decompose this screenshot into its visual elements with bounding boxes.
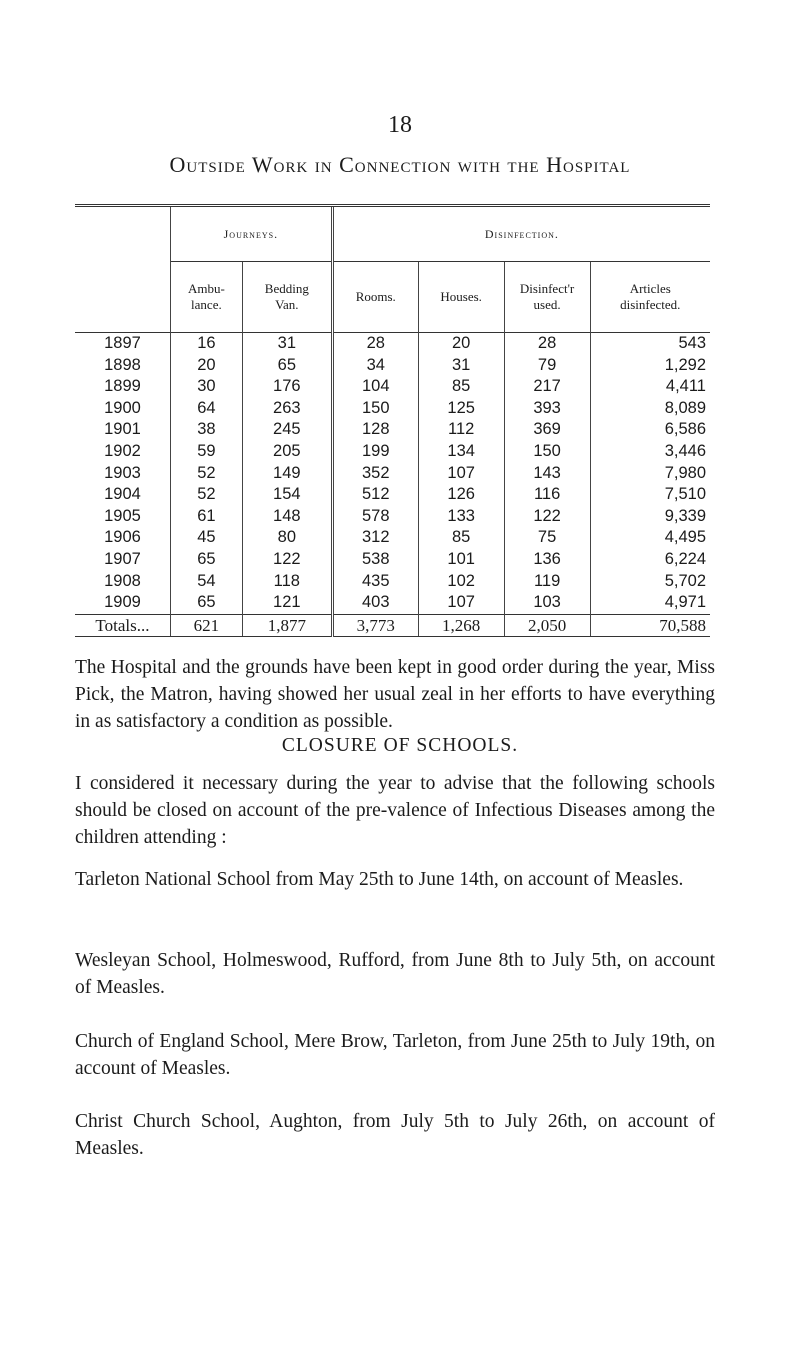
- table-row: [75, 419, 710, 441]
- houses-total: 1,268: [418, 614, 504, 637]
- rooms-cell: 352: [332, 463, 418, 485]
- articles-cell: 8,089: [590, 398, 710, 420]
- disinfectant-cell: 217: [504, 376, 590, 398]
- houses-cell: 85: [418, 376, 504, 398]
- school-entry: [75, 1108, 715, 1162]
- bedding-van-cell: 65: [242, 355, 332, 377]
- articles-cell: 4,411: [590, 376, 710, 398]
- table-row: [75, 592, 710, 614]
- bedding-van-total: 1,877: [242, 614, 332, 637]
- school-entry-text: Church of England School, Mere Brow, Tarleton, from June 25th to July 19th, on account of Measles.: [75, 1031, 715, 1079]
- rooms-cell: 28: [332, 333, 418, 355]
- articles-cell: 9,339: [590, 506, 710, 528]
- totals-label: Totals...: [75, 614, 170, 637]
- houses-cell: 133: [418, 506, 504, 528]
- year-cell: 1902: [104, 441, 141, 460]
- year-cell: 1909: [104, 593, 141, 612]
- articles-cell: 6,224: [590, 549, 710, 571]
- articles-cell: 4,971: [590, 592, 710, 614]
- disinfectant-header: Disinfect'r used.: [504, 262, 590, 333]
- year-header: [75, 262, 170, 333]
- houses-cell: 20: [418, 333, 504, 355]
- bedding-van-cell: 205: [242, 441, 332, 463]
- bedding-van-cell: 80: [242, 527, 332, 549]
- disinfectant-cell: 28: [504, 333, 590, 355]
- ambulance-cell: 16: [170, 333, 242, 355]
- houses-header: Houses.: [418, 262, 504, 333]
- rooms-cell: 150: [332, 398, 418, 420]
- bedding-van-cell: 245: [242, 419, 332, 441]
- totals-row: [75, 614, 710, 637]
- bedding-van-cell: 149: [242, 463, 332, 485]
- table-row: [75, 463, 710, 485]
- bedding-van-cell: 154: [242, 484, 332, 506]
- articles-cell: 4,495: [590, 527, 710, 549]
- rooms-total: 3,773: [332, 614, 418, 637]
- page-number: 18: [388, 112, 412, 138]
- articles-cell: 6,586: [590, 419, 710, 441]
- disinfectant-cell: 119: [504, 571, 590, 593]
- houses-cell: 107: [418, 463, 504, 485]
- disinfectant-cell: 75: [504, 527, 590, 549]
- ambulance-cell: 30: [170, 376, 242, 398]
- ambulance-cell: 64: [170, 398, 242, 420]
- bedding-van-cell: 122: [242, 549, 332, 571]
- corner-cell: [75, 206, 170, 262]
- year-cell: 1908: [104, 571, 141, 590]
- table-row: [75, 333, 710, 355]
- school-entry: [75, 866, 715, 893]
- rooms-cell: 199: [332, 441, 418, 463]
- ambulance-header: Ambu- lance.: [170, 262, 242, 333]
- ambulance-cell: 52: [170, 484, 242, 506]
- articles-header: Articles disinfected.: [590, 262, 710, 333]
- rooms-cell: 34: [332, 355, 418, 377]
- rooms-cell: 403: [332, 592, 418, 614]
- disinfection-group-header: Disinfection.: [332, 206, 710, 262]
- year-cell: 1903: [104, 463, 141, 482]
- ambulance-cell: 45: [170, 527, 242, 549]
- table-row: [75, 398, 710, 420]
- ambulance-cell: 20: [170, 355, 242, 377]
- houses-cell: 125: [418, 398, 504, 420]
- bedding-van-cell: 263: [242, 398, 332, 420]
- table-row: [75, 441, 710, 463]
- ambulance-cell: 61: [170, 506, 242, 528]
- houses-cell: 31: [418, 355, 504, 377]
- articles-cell: 5,702: [590, 571, 710, 593]
- disinfectant-cell: 136: [504, 549, 590, 571]
- disinfectant-cell: 116: [504, 484, 590, 506]
- ambulance-cell: 38: [170, 419, 242, 441]
- year-cell: 1907: [104, 549, 141, 568]
- schools-intro-text: I considered it necessary during the year to advise that the following schools should be closed on account of the pre-valence of Infectious Diseases among the children attending :: [75, 773, 715, 848]
- houses-cell: 85: [418, 527, 504, 549]
- houses-cell: 107: [418, 592, 504, 614]
- rooms-cell: 312: [332, 527, 418, 549]
- disinfectant-cell: 122: [504, 506, 590, 528]
- year-cell: 1906: [104, 528, 141, 547]
- articles-cell: 543: [590, 333, 710, 355]
- articles-total: 70,588: [590, 614, 710, 637]
- bedding-van-cell: 31: [242, 333, 332, 355]
- rooms-cell: 512: [332, 484, 418, 506]
- bedding-van-cell: 118: [242, 571, 332, 593]
- year-cell: 1897: [75, 333, 170, 355]
- table-body: [75, 333, 710, 637]
- disinfectant-cell: 150: [504, 441, 590, 463]
- ambulance-cell: 52: [170, 463, 242, 485]
- table-row: [75, 549, 710, 571]
- year-cell: 1898: [104, 355, 141, 374]
- journeys-group-header: Journeys.: [170, 206, 332, 262]
- table-row: [75, 484, 710, 506]
- articles-cell: 3,446: [590, 441, 710, 463]
- table-row: [75, 355, 710, 377]
- houses-cell: 134: [418, 441, 504, 463]
- page-title-text: Outside Work in Connection with the Hospital: [169, 152, 631, 177]
- year-cell: 1899: [104, 377, 141, 396]
- rooms-cell: 538: [332, 549, 418, 571]
- outside-work-table: [75, 204, 710, 637]
- ambulance-cell: 59: [170, 441, 242, 463]
- articles-cell: 7,980: [590, 463, 710, 485]
- school-entry-text: Tarleton National School from May 25th to June 14th, on account of Measles.: [75, 869, 684, 890]
- ambulance-total: 621: [170, 614, 242, 637]
- year-cell: 1900: [104, 398, 141, 417]
- houses-cell: 101: [418, 549, 504, 571]
- bedding-van-cell: 176: [242, 376, 332, 398]
- articles-cell: 1,292: [590, 355, 710, 377]
- school-entry-text: Christ Church School, Aughton, from July 5th to July 26th, on account of Measles.: [75, 1111, 715, 1159]
- houses-cell: 112: [418, 419, 504, 441]
- school-entry: [75, 947, 715, 1001]
- year-cell: 1901: [104, 420, 141, 439]
- disinfectant-cell: 79: [504, 355, 590, 377]
- houses-cell: 102: [418, 571, 504, 593]
- bedding-van-header: Bedding Van.: [242, 262, 332, 333]
- table-row: [75, 376, 710, 398]
- ambulance-cell: 65: [170, 592, 242, 614]
- disinfectant-total: 2,050: [504, 614, 590, 637]
- section-heading: CLOSURE OF SCHOOLS.: [281, 735, 519, 756]
- bedding-van-cell: 121: [242, 592, 332, 614]
- paragraph-hospital-order: [75, 654, 715, 735]
- table-row: [75, 571, 710, 593]
- disinfectant-cell: 369: [504, 419, 590, 441]
- ambulance-cell: 54: [170, 571, 242, 593]
- table-row: [75, 527, 710, 549]
- ambulance-cell: 65: [170, 549, 242, 571]
- table-row: [75, 506, 710, 528]
- articles-cell: 7,510: [590, 484, 710, 506]
- rooms-cell: 104: [332, 376, 418, 398]
- disinfectant-cell: 143: [504, 463, 590, 485]
- disinfectant-cell: 393: [504, 398, 590, 420]
- disinfectant-cell: 103: [504, 592, 590, 614]
- houses-cell: 126: [418, 484, 504, 506]
- school-entry-text: Wesleyan School, Holmeswood, Rufford, from June 8th to July 5th, on account of Measles.: [75, 950, 715, 998]
- paragraph-hospital-order-text: The Hospital and the grounds have been kept in good order during the year, Miss Pick, the Matron, having showed her usual zeal in her efforts to have everything in as satisfactory a condition as possible.: [75, 657, 715, 732]
- rooms-cell: 435: [332, 571, 418, 593]
- year-cell: 1904: [104, 485, 141, 504]
- rooms-cell: 578: [332, 506, 418, 528]
- rooms-cell: 128: [332, 419, 418, 441]
- year-cell: 1905: [104, 506, 141, 525]
- page-title: [0, 152, 800, 178]
- bedding-van-cell: 148: [242, 506, 332, 528]
- rooms-header: Rooms.: [332, 262, 418, 333]
- school-entry: [75, 1028, 715, 1082]
- schools-intro: [75, 770, 715, 851]
